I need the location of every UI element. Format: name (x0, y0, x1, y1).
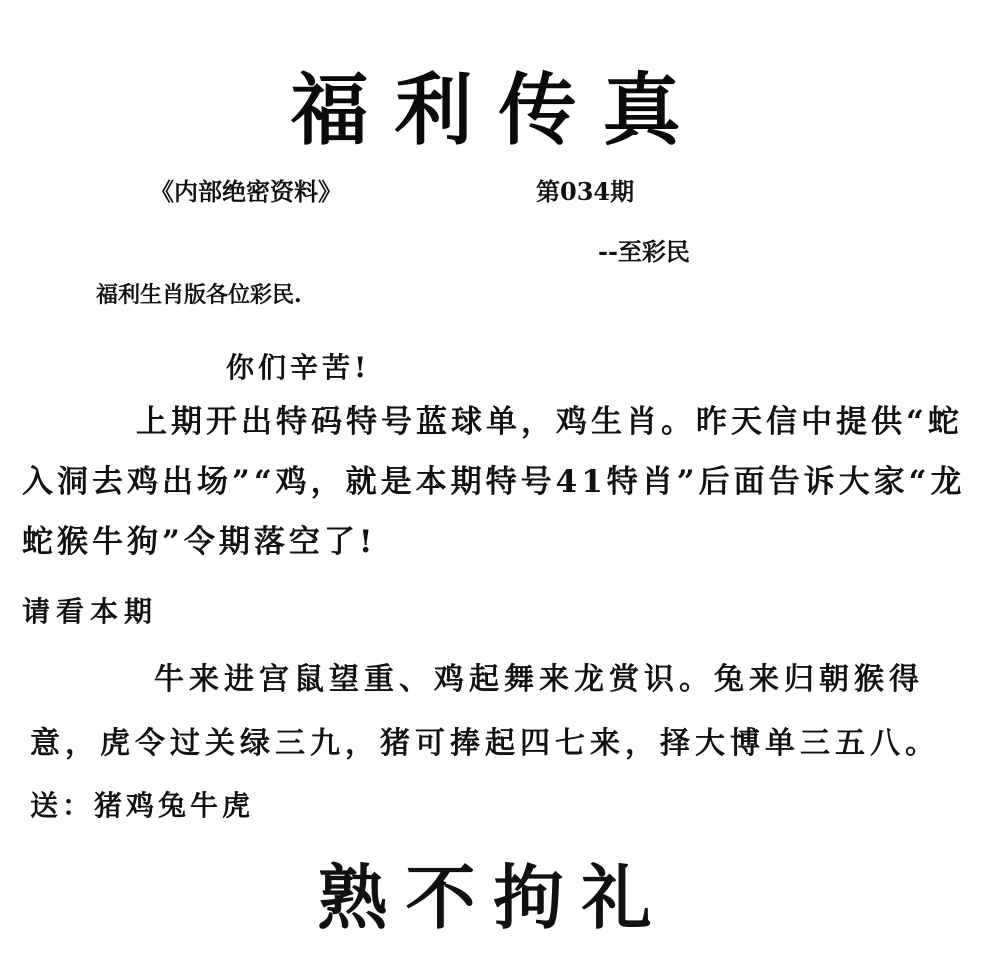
paragraph-previous-issue: 上期开出特码特号蓝球单，鸡生肖。昨天信中提供“蛇入洞去鸡出场”“鸡，就是本期特号41特肖”后面告诉大家“龙蛇猴牛狗”令期落空了! (22, 404, 966, 560)
issue-number: 第034期 (536, 177, 635, 206)
document-subtitle: 《内部绝密资料》 (150, 177, 342, 206)
signoff: 熟不拘礼 (317, 856, 670, 939)
sender-line: --至彩民 (598, 237, 690, 266)
gift-line: 送：猪鸡兔牛虎 (30, 789, 255, 822)
paragraph-heading: 请看本期 (22, 595, 159, 628)
document-title: 福利传真 (290, 65, 707, 156)
greeting-line: 你们辛苦! (226, 351, 371, 384)
addressee-line: 福利生肖版各位彩民. (96, 282, 302, 308)
paragraph-current-issue: 牛来进宫鼠望重、鸡起舞来龙赏识。兔来归朝猴得意，虎令过关绿三九，猪可捧起四七来，择大博单三五八。 (30, 662, 940, 761)
